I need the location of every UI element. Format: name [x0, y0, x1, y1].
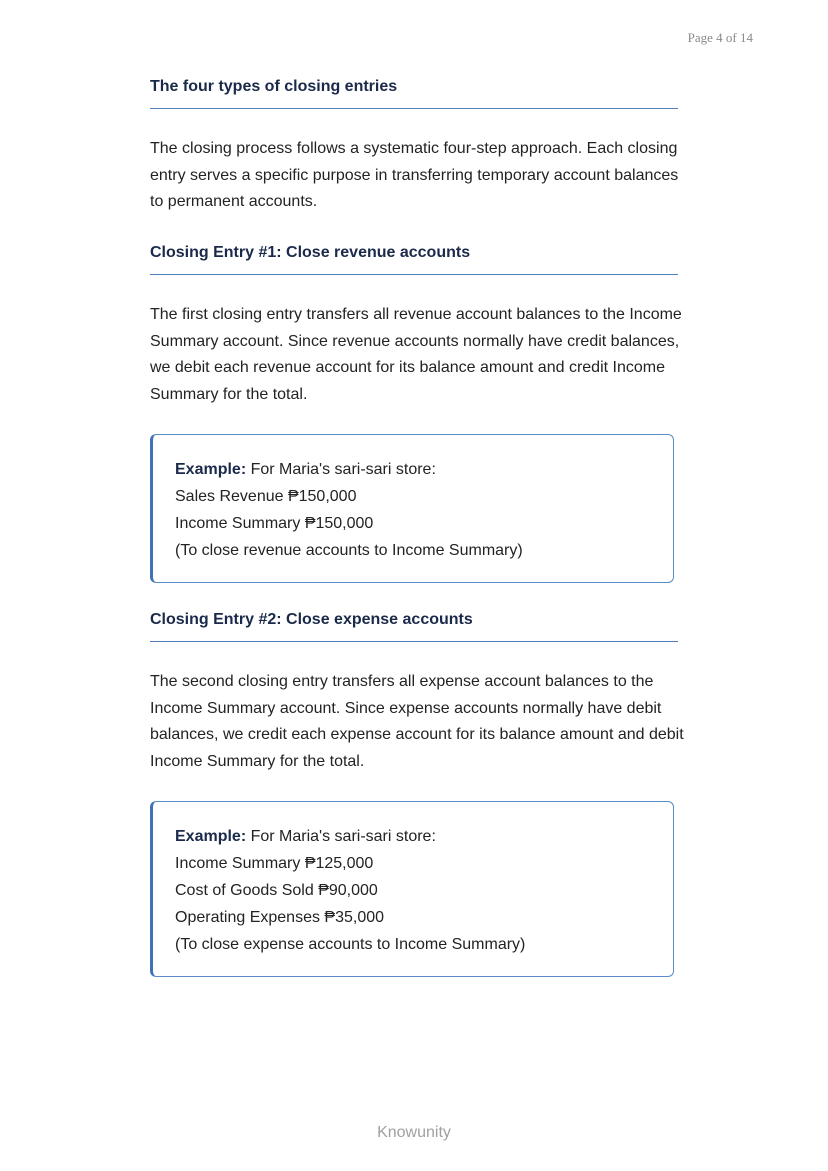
section-heading: Closing Entry #1: Close revenue accounts — [150, 244, 678, 275]
example-line: Income Summary ₱150,000 — [175, 515, 374, 532]
example-line: Operating Expenses ₱35,000 — [175, 909, 385, 926]
example-box — [150, 801, 674, 977]
example-line: Cost of Goods Sold ₱90,000 — [175, 882, 378, 899]
page-number: Page 4 of 14 — [687, 30, 753, 45]
section-heading: Closing Entry #2: Close expense accounts — [150, 611, 678, 642]
section-paragraph: The second closing entry transfers all expense account balances to the Income Summary account. Since expense accounts normally have debit balances, we credit each expense account for its balance amount and debit Income Summary for the total. — [150, 673, 684, 771]
section-paragraph: The first closing entry transfers all revenue account balances to the Income Summary account. Since revenue accounts normally have credit balances, we debit each revenue account for its balance amount and credit Income Summary for the total. — [150, 306, 682, 404]
section-paragraph: The closing process follows a systematic four-step approach. Each closing entry serves a specific purpose in transferring temporary account balances to permanent accounts. — [150, 140, 679, 211]
section-heading: The four types of closing entries — [150, 78, 678, 109]
example-intro-text: For Maria's sari-sari store: — [246, 828, 436, 845]
footer-brand: Knowunity — [377, 1124, 451, 1141]
example-line: Income Summary ₱125,000 — [175, 855, 374, 872]
example-intro — [175, 823, 653, 850]
example-label: Example: — [175, 828, 247, 845]
example-label: Example: — [175, 461, 247, 478]
example-line: (To close expense accounts to Income Summary) — [175, 936, 526, 953]
example-line: (To close revenue accounts to Income Summary) — [175, 542, 523, 559]
example-box — [150, 434, 674, 583]
example-intro-text: For Maria's sari-sari store: — [246, 461, 436, 478]
example-line: Sales Revenue ₱150,000 — [175, 488, 357, 505]
example-intro — [175, 456, 653, 483]
